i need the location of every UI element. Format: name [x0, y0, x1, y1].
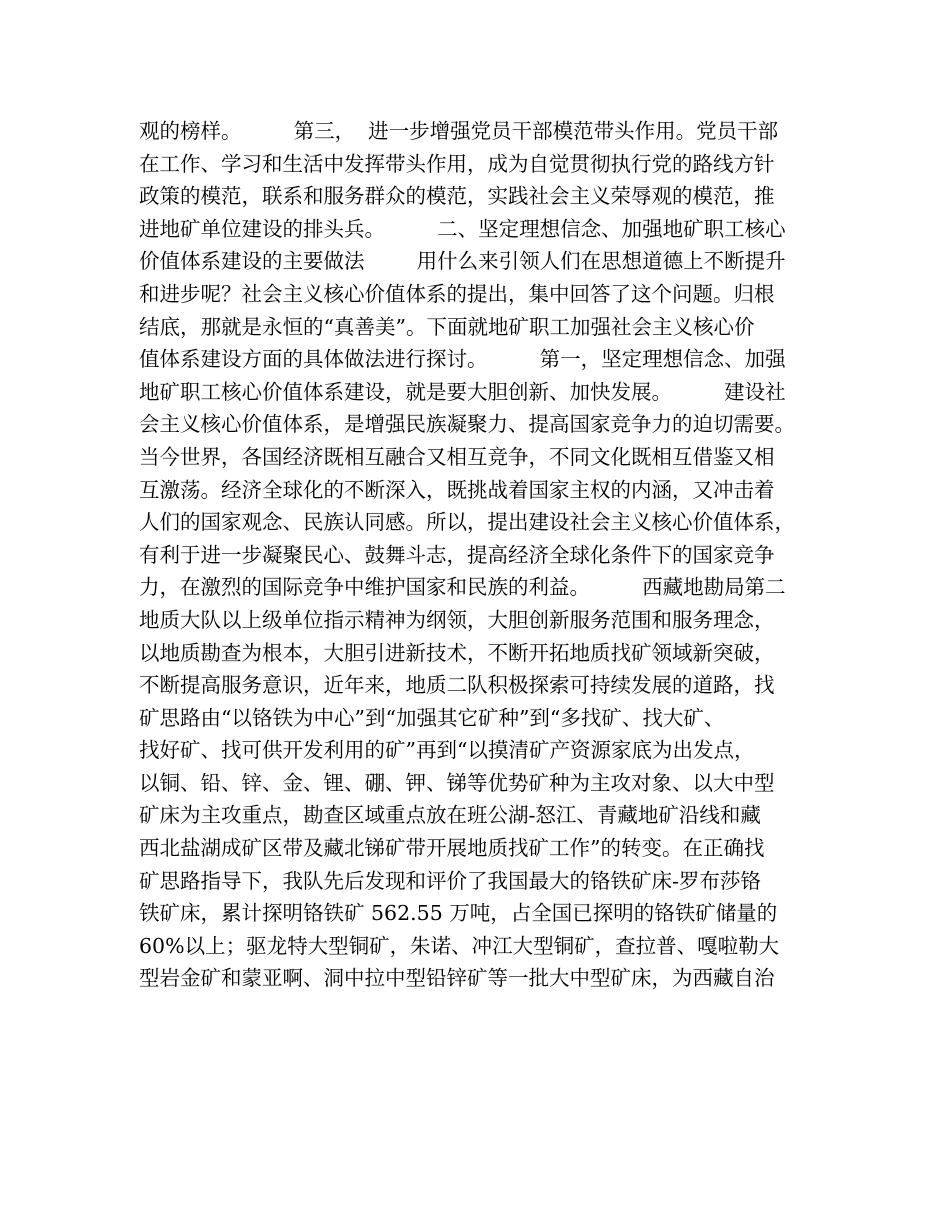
text-line-19: 矿思路由“以铬铁为中心”到“加强其它矿种”到“多找矿、找大矿、 — [139, 705, 725, 730]
text-line-23: 西北盐湖成矿区带及藏北锑矿带开展地质找矿工作”的转变。在正确找 — [139, 836, 765, 861]
text-line-3: 政策的模范，联系和服务群众的模范，实践社会主义荣辱观的模范，推 — [139, 184, 775, 209]
text-line-26: 60%以上；驱龙特大型铜矿，朱诺、冲江大型铜矿，查拉普、嘎啦勒大 — [139, 933, 780, 958]
text-line-5: 价值体系建设的主要做法 用什么来引领人们在思想道德上不断提升 — [139, 249, 786, 274]
text-line-17: 以地质勘查为根本，大胆引进新技术，不断开拓地质找矿领域新突破， — [139, 640, 775, 665]
text-line-20: 找好矿、找可供开发利用的矿”再到“以摸清矿产资源家底为出发点， — [139, 738, 755, 763]
text-line-7: 结底，那就是永恒的“真善美”。下面就地矿职工加强社会主义核心价 — [139, 314, 755, 339]
text-line-9: 地矿职工核心价值体系建设，就是要大胆创新、加快发展。 建设社 — [139, 379, 786, 404]
text-line-11: 当今世界，各国经济既相互融合又相互竞争，不同文化既相互借鉴又相 — [139, 444, 775, 469]
text-line-6: 和进步呢？社会主义核心价值体系的提出，集中回答了这个问题。归根 — [139, 281, 775, 306]
text-line-22: 矿床为主攻重点，勘查区域重点放在班公湖-怒江、青藏地矿沿线和藏 — [139, 803, 761, 828]
text-line-4: 进地矿单位建设的排头兵。 二、坚定理想信念、加强地矿职工核心 — [139, 216, 786, 241]
text-line-16: 地质大队以上级单位指示精神为纲领，大胆创新服务范围和服务理念， — [139, 607, 775, 632]
text-line-1: 观的榜样。 第三， 进一步增强党员干部模范带头作用。党员干部 — [139, 119, 779, 143]
text-line-21: 以铜、铅、锌、金、锂、硼、钾、锑等优势矿种为主攻对象、以大中型 — [139, 770, 775, 795]
text-line-27: 型岩金矿和蒙亚啊、洞中拉中型铅锌矿等一批大中型矿床，为西藏自治 — [139, 966, 775, 991]
body-text — [139, 115, 829, 995]
text-line-18: 不断提高服务意识，近年来，地质二队积极探索可持续发展的道路，找 — [139, 673, 775, 698]
text-line-14: 有利于进一步凝聚民心、鼓舞斗志，提高经济全球化条件下的国家竞争 — [139, 542, 775, 567]
text-line-10: 会主义核心价值体系，是增强民族凝聚力、提高国家竞争力的迫切需要。 — [139, 412, 795, 437]
text-line-24: 矿思路指导下，我队先后发现和评价了我国最大的铬铁矿床-罗布莎铬 — [139, 868, 761, 893]
text-line-8: 值体系建设方面的具体做法进行探讨。 第一，坚定理想信念、加强 — [139, 347, 786, 372]
text-line-15: 力，在激烈的国际竞争中维护国家和民族的利益。 西藏地勘局第二 — [139, 575, 786, 600]
text-line-2: 在工作、学习和生活中发挥带头作用，成为自觉贯彻执行党的路线方针 — [139, 151, 775, 176]
text-line-25: 铁矿床，累计探明铬铁矿 562.55 万吨，占全国已探明的铬铁矿储量的 — [139, 901, 778, 926]
text-line-13: 人们的国家观念、民族认同感。所以，提出建设社会主义核心价值体系， — [139, 510, 795, 535]
text-line-12: 互激荡。经济全球化的不断深入，既挑战着国家主权的内涵，又冲击着 — [139, 477, 775, 502]
